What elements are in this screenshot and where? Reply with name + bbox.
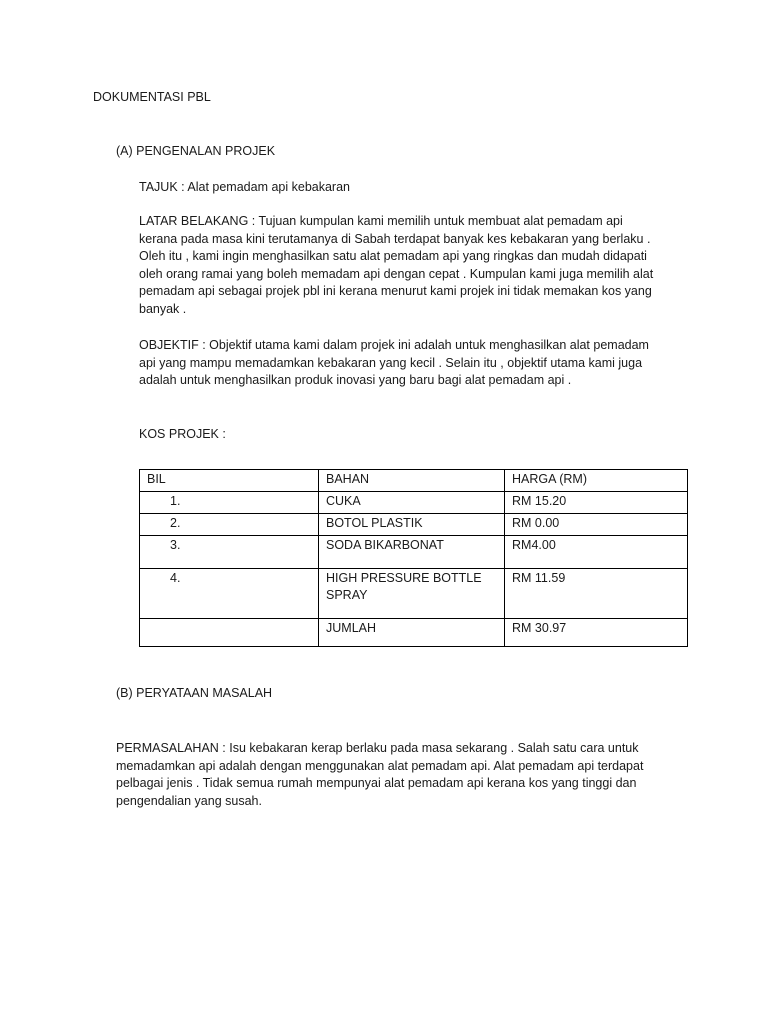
cell-harga: RM 11.59 [505,569,688,619]
objektif-line: adalah untuk menghasilkan produk inovasi yang baru bagi alat pemadam api . [139,373,572,387]
header-bahan: BAHAN [319,470,505,492]
permasalahan-paragraph [116,740,643,810]
objektif-paragraph [139,337,649,390]
cell-harga: RM4.00 [505,536,688,569]
cell-bil: 4. [140,569,319,619]
cell-harga: RM 15.20 [505,492,688,514]
table-row [140,492,688,514]
cell-bahan: CUKA [319,492,505,514]
cell-bil: 3. [140,536,319,569]
permasalahan-line: pelbagai jenis . Tidak semua rumah mempunyai alat pemadam api kerana kos yang tinggi dan [116,776,637,790]
total-value: RM 30.97 [505,619,688,647]
cell-bil: 1. [140,492,319,514]
cell-bahan: SODA BIKARBONAT [319,536,505,569]
cell-harga: RM 0.00 [505,514,688,536]
cell-bahan-line: SPRAY [326,588,368,602]
kos-projek-label: KOS PROJEK : [139,427,226,441]
table-row [140,569,688,619]
cell-bahan [319,569,505,619]
latar-line: oleh orang ramai yang boleh memadam api dengan cepat . Kumpulan kami juga memilih alat [139,266,654,281]
objektif-line: OBJEKTIF : Objektif utama kami dalam projek ini adalah untuk menghasilkan alat pemadam [139,338,649,352]
cell-bahan-line: HIGH PRESSURE BOTTLE [326,571,482,585]
latar-line: pemadam api sebagai projek pbl ini kerana menurut kami projek ini tidak memakan kos yang [139,284,652,298]
latar-line: kerana pada masa kini terutamanya di Sabah terdapat banyak kes kebakaran yang berlaku . [139,231,651,246]
latar-line: LATAR BELAKANG : Tujuan kumpulan kami memilih untuk membuat alat pemadam api [139,214,623,228]
table-header-row [140,470,688,492]
table-row [140,514,688,536]
cell-bil: 2. [140,514,319,536]
kos-projek-table [139,469,688,647]
latar-belakang-paragraph [139,213,653,318]
cell-empty [140,619,319,647]
section-b-heading: (B) PERYATAAN MASALAH [116,686,273,700]
permasalahan-line: PERMASALAHAN : Isu kebakaran kerap berlaku pada masa sekarang . Salah satu cara untuk [116,741,639,755]
total-label: JUMLAH [319,619,505,647]
document-title: DOKUMENTASI PBL [93,90,211,104]
permasalahan-line: pengendalian yang susah. [116,793,262,808]
section-a-heading: (A) PENGENALAN PROJEK [116,144,276,158]
header-bil: BIL [140,470,319,492]
header-harga: HARGA (RM) [505,470,688,492]
tajuk-line: TAJUK : Alat pemadam api kebakaran [139,180,350,194]
objektif-line: api yang mampu memadamkan kebakaran yang kecil . Selain itu , objektif utama kami juga [139,355,643,370]
table-row [140,536,688,569]
table-total-row [140,619,688,647]
cell-bahan: BOTOL PLASTIK [319,514,505,536]
permasalahan-line: memadamkan api adalah dengan menggunakan alat pemadam api. Alat pemadam api terdapat [116,758,644,773]
latar-line: Oleh itu , kami ingin menghasilkan satu alat pemadam api yang ringkas dan mudah didapati [139,249,647,263]
latar-line: banyak . [139,301,187,316]
